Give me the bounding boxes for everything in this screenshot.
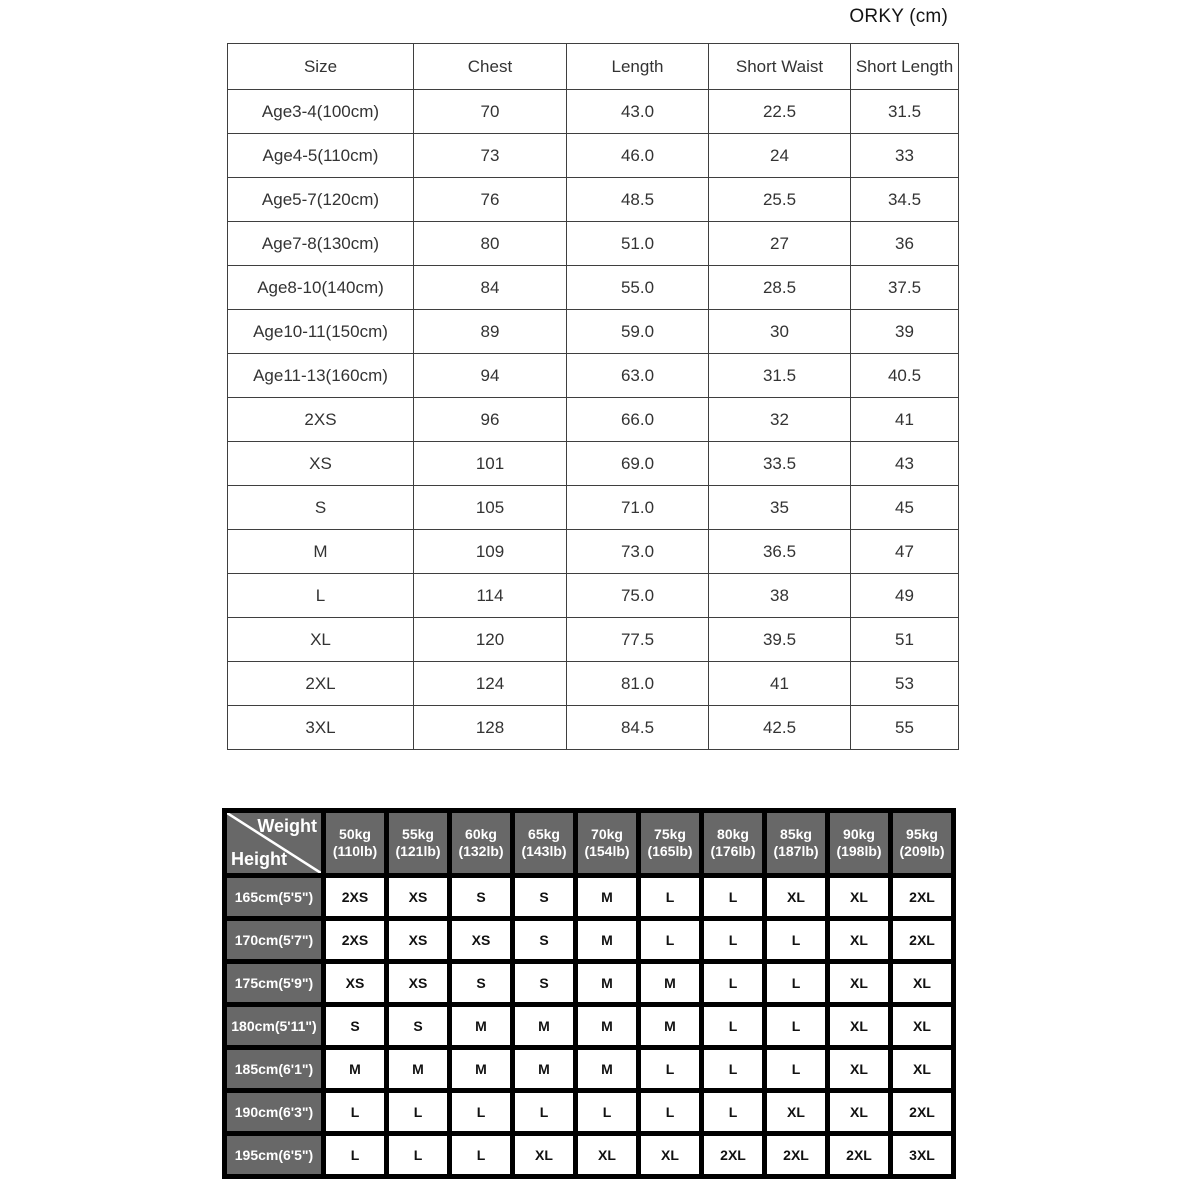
fit-size-cell: XS xyxy=(389,878,447,916)
fit-size-cell: M xyxy=(515,1050,573,1088)
size-column-header: Size xyxy=(228,44,414,90)
height-weight-fit-table xyxy=(222,808,956,1179)
fit-table-body xyxy=(227,878,951,1174)
measurement-cell: 55 xyxy=(851,706,959,750)
size-label-cell: M xyxy=(228,530,414,574)
measurement-cell: 124 xyxy=(414,662,567,706)
fit-size-cell: L xyxy=(704,1050,762,1088)
fit-size-cell: XS xyxy=(326,964,384,1002)
size-label-cell: Age4-5(110cm) xyxy=(228,134,414,178)
measurement-cell: 22.5 xyxy=(709,90,851,134)
measurement-cell: 39 xyxy=(851,310,959,354)
measurement-cell: 30 xyxy=(709,310,851,354)
fit-size-cell: L xyxy=(641,1050,699,1088)
weight-column-header xyxy=(704,813,762,873)
weight-lb-label: (165lb) xyxy=(647,843,693,859)
size-table-row xyxy=(228,354,959,398)
measurement-cell: 84.5 xyxy=(567,706,709,750)
weight-lb-label: (132lb) xyxy=(458,843,504,859)
size-label-cell: 3XL xyxy=(228,706,414,750)
fit-table-row xyxy=(227,1007,951,1045)
fit-table-row xyxy=(227,964,951,1002)
measurement-cell: 71.0 xyxy=(567,486,709,530)
fit-size-cell: M xyxy=(452,1050,510,1088)
measurement-cell: 76 xyxy=(414,178,567,222)
weight-kg-label: 55kg xyxy=(402,825,434,842)
measurement-cell: 43.0 xyxy=(567,90,709,134)
fit-size-cell: M xyxy=(578,1007,636,1045)
size-label-cell: XL xyxy=(228,618,414,662)
measurement-cell: 33.5 xyxy=(709,442,851,486)
measurement-cell: 89 xyxy=(414,310,567,354)
measurement-cell: 38 xyxy=(709,574,851,618)
fit-size-cell: XL xyxy=(893,964,951,1002)
height-row-header: 170cm(5'7") xyxy=(227,921,321,959)
measurement-cell: 49 xyxy=(851,574,959,618)
size-label-cell: 2XL xyxy=(228,662,414,706)
fit-size-cell: XL xyxy=(830,964,888,1002)
measurement-cell: 35 xyxy=(709,486,851,530)
weight-kg-label: 50kg xyxy=(339,825,371,842)
fit-size-cell: L xyxy=(704,1007,762,1045)
fit-size-cell: L xyxy=(704,1093,762,1131)
weight-kg-label: 70kg xyxy=(591,825,623,842)
weight-kg-label: 75kg xyxy=(654,825,686,842)
measurement-cell: 59.0 xyxy=(567,310,709,354)
weight-column-header xyxy=(452,813,510,873)
fit-size-cell: L xyxy=(452,1136,510,1174)
fit-size-cell: XL xyxy=(893,1050,951,1088)
measurement-cell: 33 xyxy=(851,134,959,178)
measurement-cell: 40.5 xyxy=(851,354,959,398)
fit-size-cell: L xyxy=(767,921,825,959)
size-table-row xyxy=(228,310,959,354)
measurement-cell: 84 xyxy=(414,266,567,310)
fit-size-cell: M xyxy=(578,921,636,959)
weight-lb-label: (209lb) xyxy=(899,843,945,859)
fit-size-cell: L xyxy=(767,964,825,1002)
size-label-cell: Age11-13(160cm) xyxy=(228,354,414,398)
measurement-cell: 45 xyxy=(851,486,959,530)
fit-size-cell: XS xyxy=(389,921,447,959)
size-label-cell: XS xyxy=(228,442,414,486)
measurement-cell: 73 xyxy=(414,134,567,178)
fit-size-cell: S xyxy=(515,964,573,1002)
weight-kg-label: 80kg xyxy=(717,825,749,842)
fit-table-row xyxy=(227,878,951,916)
measurement-cell: 69.0 xyxy=(567,442,709,486)
height-row-header: 165cm(5'5") xyxy=(227,878,321,916)
measurement-cell: 73.0 xyxy=(567,530,709,574)
fit-size-cell: 2XS xyxy=(326,878,384,916)
size-label-cell: Age7-8(130cm) xyxy=(228,222,414,266)
fit-table-row xyxy=(227,1136,951,1174)
size-measurements-table xyxy=(227,43,959,750)
measurement-cell: 66.0 xyxy=(567,398,709,442)
fit-size-cell: L xyxy=(767,1007,825,1045)
measurement-cell: 77.5 xyxy=(567,618,709,662)
fit-size-cell: M xyxy=(578,964,636,1002)
measurement-cell: 109 xyxy=(414,530,567,574)
size-table-row xyxy=(228,618,959,662)
fit-size-cell: XL xyxy=(641,1136,699,1174)
unit-label: ORKY (cm) xyxy=(849,6,948,27)
fit-size-cell: L xyxy=(704,964,762,1002)
fit-size-cell: XL xyxy=(830,878,888,916)
measurement-cell: 114 xyxy=(414,574,567,618)
fit-table-row xyxy=(227,1050,951,1088)
fit-size-cell: M xyxy=(515,1007,573,1045)
fit-size-cell: 2XL xyxy=(893,921,951,959)
size-table-row xyxy=(228,266,959,310)
fit-size-cell: L xyxy=(389,1136,447,1174)
measurement-cell: 24 xyxy=(709,134,851,178)
size-table-row xyxy=(228,90,959,134)
measurement-cell: 120 xyxy=(414,618,567,662)
weight-lb-label: (176lb) xyxy=(710,843,756,859)
size-label-cell: Age10-11(150cm) xyxy=(228,310,414,354)
fit-size-cell: XS xyxy=(389,964,447,1002)
measurement-cell: 46.0 xyxy=(567,134,709,178)
measurement-cell: 41 xyxy=(709,662,851,706)
fit-size-cell: 2XL xyxy=(767,1136,825,1174)
weight-lb-label: (154lb) xyxy=(584,843,630,859)
fit-size-cell: L xyxy=(641,878,699,916)
fit-size-cell: XL xyxy=(830,921,888,959)
height-row-header: 190cm(6'3") xyxy=(227,1093,321,1131)
fit-size-cell: M xyxy=(641,1007,699,1045)
fit-size-cell: L xyxy=(704,878,762,916)
height-axis-label: Height xyxy=(231,849,287,869)
size-table-row xyxy=(228,178,959,222)
measurement-cell: 34.5 xyxy=(851,178,959,222)
measurement-cell: 32 xyxy=(709,398,851,442)
fit-size-cell: L xyxy=(326,1093,384,1131)
size-table-header-row xyxy=(228,44,959,90)
measurement-cell: 28.5 xyxy=(709,266,851,310)
weight-column-header xyxy=(389,813,447,873)
size-table-row xyxy=(228,134,959,178)
height-row-header: 180cm(5'11") xyxy=(227,1007,321,1045)
measurement-cell: 75.0 xyxy=(567,574,709,618)
height-row-header: 185cm(6'1") xyxy=(227,1050,321,1088)
measurement-cell: 25.5 xyxy=(709,178,851,222)
fit-size-cell: M xyxy=(389,1050,447,1088)
measurement-cell: 81.0 xyxy=(567,662,709,706)
measurement-cell: 55.0 xyxy=(567,266,709,310)
weight-column-header xyxy=(578,813,636,873)
measurement-cell: 27 xyxy=(709,222,851,266)
size-column-header: Short Waist xyxy=(709,44,851,90)
size-label-cell: L xyxy=(228,574,414,618)
weight-kg-label: 65kg xyxy=(528,825,560,842)
measurement-cell: 70 xyxy=(414,90,567,134)
measurement-cell: 43 xyxy=(851,442,959,486)
size-table-row xyxy=(228,574,959,618)
measurement-cell: 94 xyxy=(414,354,567,398)
fit-size-cell: L xyxy=(641,1093,699,1131)
size-table-row xyxy=(228,398,959,442)
fit-size-cell: S xyxy=(515,878,573,916)
measurement-cell: 105 xyxy=(414,486,567,530)
fit-size-cell: 2XL xyxy=(704,1136,762,1174)
fit-size-cell: XL xyxy=(515,1136,573,1174)
fit-size-cell: L xyxy=(515,1093,573,1131)
measurement-cell: 96 xyxy=(414,398,567,442)
measurement-cell: 63.0 xyxy=(567,354,709,398)
measurement-cell: 51.0 xyxy=(567,222,709,266)
weight-axis-label: Weight xyxy=(257,816,317,836)
size-table-body xyxy=(228,90,959,750)
measurement-cell: 47 xyxy=(851,530,959,574)
fit-size-cell: 2XL xyxy=(893,1093,951,1131)
fit-table-row xyxy=(227,921,951,959)
fit-size-cell: XL xyxy=(830,1050,888,1088)
weight-column-header xyxy=(326,813,384,873)
weight-lb-label: (187lb) xyxy=(773,843,819,859)
weight-column-header xyxy=(830,813,888,873)
fit-size-cell: 3XL xyxy=(893,1136,951,1174)
fit-size-cell: 2XS xyxy=(326,921,384,959)
fit-size-cell: XS xyxy=(452,921,510,959)
measurement-cell: 80 xyxy=(414,222,567,266)
fit-size-cell: 2XL xyxy=(830,1136,888,1174)
weight-column-header xyxy=(641,813,699,873)
fit-size-cell: XL xyxy=(767,878,825,916)
weight-kg-label: 95kg xyxy=(906,825,938,842)
fit-size-cell: XL xyxy=(830,1007,888,1045)
size-column-header: Short Length xyxy=(851,44,959,90)
corner-cell xyxy=(227,813,321,873)
fit-size-cell: XL xyxy=(893,1007,951,1045)
measurement-cell: 37.5 xyxy=(851,266,959,310)
fit-size-cell: M xyxy=(326,1050,384,1088)
fit-size-cell: L xyxy=(389,1093,447,1131)
fit-size-cell: L xyxy=(641,921,699,959)
measurement-cell: 101 xyxy=(414,442,567,486)
measurement-cell: 42.5 xyxy=(709,706,851,750)
fit-size-cell: S xyxy=(389,1007,447,1045)
size-label-cell: Age8-10(140cm) xyxy=(228,266,414,310)
fit-size-cell: L xyxy=(578,1093,636,1131)
fit-table-header-row xyxy=(227,813,951,873)
size-label-cell: S xyxy=(228,486,414,530)
fit-size-cell: S xyxy=(515,921,573,959)
weight-lb-label: (121lb) xyxy=(395,843,441,859)
measurement-cell: 128 xyxy=(414,706,567,750)
weight-lb-label: (198lb) xyxy=(836,843,882,859)
size-column-header: Chest xyxy=(414,44,567,90)
weight-column-header xyxy=(767,813,825,873)
measurement-cell: 31.5 xyxy=(709,354,851,398)
fit-size-cell: L xyxy=(326,1136,384,1174)
fit-table-row xyxy=(227,1093,951,1131)
size-label-cell: Age3-4(100cm) xyxy=(228,90,414,134)
fit-size-cell: L xyxy=(767,1050,825,1088)
fit-size-cell: XL xyxy=(767,1093,825,1131)
weight-column-header xyxy=(515,813,573,873)
height-row-header: 195cm(6'5") xyxy=(227,1136,321,1174)
weight-lb-label: (143lb) xyxy=(521,843,567,859)
measurement-cell: 31.5 xyxy=(851,90,959,134)
fit-size-cell: M xyxy=(578,878,636,916)
fit-size-cell: XL xyxy=(578,1136,636,1174)
size-table-row xyxy=(228,662,959,706)
measurement-cell: 48.5 xyxy=(567,178,709,222)
fit-size-cell: S xyxy=(326,1007,384,1045)
height-row-header: 175cm(5'9") xyxy=(227,964,321,1002)
size-table-row xyxy=(228,530,959,574)
size-table-row xyxy=(228,486,959,530)
weight-kg-label: 60kg xyxy=(465,825,497,842)
measurement-cell: 41 xyxy=(851,398,959,442)
size-table-row xyxy=(228,442,959,486)
size-table-row xyxy=(228,222,959,266)
fit-size-cell: M xyxy=(641,964,699,1002)
measurement-cell: 36 xyxy=(851,222,959,266)
size-column-header: Length xyxy=(567,44,709,90)
measurement-cell: 51 xyxy=(851,618,959,662)
fit-size-cell: S xyxy=(452,878,510,916)
size-label-cell: Age5-7(120cm) xyxy=(228,178,414,222)
weight-lb-label: (110lb) xyxy=(332,843,378,859)
fit-size-cell: L xyxy=(704,921,762,959)
measurement-cell: 36.5 xyxy=(709,530,851,574)
measurement-cell: 39.5 xyxy=(709,618,851,662)
size-label-cell: 2XS xyxy=(228,398,414,442)
weight-column-header xyxy=(893,813,951,873)
fit-size-cell: M xyxy=(452,1007,510,1045)
measurement-cell: 53 xyxy=(851,662,959,706)
size-table-row xyxy=(228,706,959,750)
fit-size-cell: S xyxy=(452,964,510,1002)
fit-size-cell: 2XL xyxy=(893,878,951,916)
fit-size-cell: M xyxy=(578,1050,636,1088)
fit-size-cell: XL xyxy=(830,1093,888,1131)
weight-kg-label: 85kg xyxy=(780,825,812,842)
fit-size-cell: L xyxy=(452,1093,510,1131)
weight-kg-label: 90kg xyxy=(843,825,875,842)
